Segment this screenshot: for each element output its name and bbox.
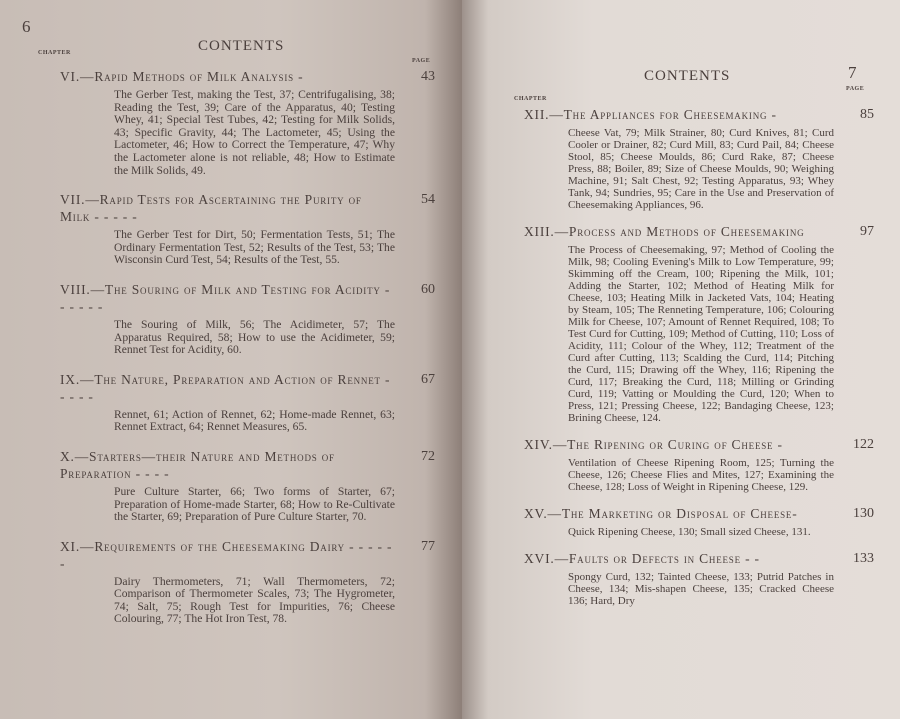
toc-entry [60, 371, 435, 434]
entry-body: The Gerber Test, making the Test, 37; Centrifugalising, 38; Reading the Test, 39; Care of the Apparatus, 40; Testing Whey, 41; Special Test Tubes, 42; Testing for Milk Solids, 43; Specific Gravity, 44; The Lactometer, 45; Using the Lactometer, 46; How to Correct the Temperature, 47; Why the Lactometer alone is not reliable, 48; How to Estimate the Milk Solids, 49. [114, 88, 395, 177]
entry-title: XIII.—Process and Methods of Cheesemaking [524, 224, 805, 239]
entry-page: 77 [421, 538, 435, 554]
entry-title: VII.—Rapid Tests for Ascertaining the Purity of Milk - - - - - [60, 192, 362, 225]
entry-title: XII.—The Appliances for Cheesemaking - [524, 107, 777, 122]
entry-body: Rennet, 61; Action of Rennet, 62; Home-made Rennet, 63; Rennet Extract, 64; Rennet Measures, 65. [114, 407, 395, 434]
entry-title: XIV.—The Ripening or Curing of Cheese - [524, 437, 783, 452]
contents-column [524, 106, 874, 607]
toc-entry [60, 191, 435, 267]
page-number: 6 [22, 17, 31, 36]
toc-entry [60, 281, 435, 357]
entry-title: VI.—Rapid Methods of Milk Analysis - [60, 69, 304, 84]
toc-entry [524, 505, 874, 538]
contents-column [60, 68, 435, 626]
entry-title: IX.—The Nature, Preparation and Action of Rennet - - - - - [60, 371, 391, 404]
entry-body: Dairy Thermometers, 71; Wall Thermometers, 72; Comparison of Thermometer Scales, 73; The Hygrometer, 74; Salt, 75; Rough Test for Impurities, 76; Cheese Colouring, 77; The Hot Iron Test, 78. [114, 574, 395, 626]
entry-page: 130 [853, 506, 874, 521]
entry-body: Cheese Vat, 79; Milk Strainer, 80; Curd Knives, 81; Curd Cooler or Drainer, 82; Curd Mill, 83; Curd Pail, 84; Cheese Stool, 85; Cheese Moulds, 86; Curd Rake, 87; Cheese Press, 88; Boiler, 89; Size of Cheese Moulds, 90; Weighing Machine, 91; Salt Chest, 92; Testing Apparatus, 93; Whey Tank, 94; Sundries, 95; Care in the Use and Preservation of Cheesemaking Appliances, 96. [568, 127, 834, 211]
entry-page: 54 [421, 192, 435, 208]
entry-body: The Process of Cheesemaking, 97; Method of Cooling the Milk, 98; Cooling Evening's Milk to Low Temperature, 99; Skimming off the Cream, 100; Ripening the Milk, 101; Adding the Starter, 102; Method of Heating Milk for Cheese, 103; Heating Milk in Jacketed Vats, 104; Heating by Steam, 105; The Renneting Temperature, 106; Colouring Milk for Cheese, 107; Amount of Rennet Required, 108; To Test Curd for Cutting, 109; Method of Cutting, 110; Loss of Acidity, 111; Colour of the Whey, 112; Treatment of the Curd after Cutting, 113; Scalding the Curd, 114; Pitching the Curd, 115; Drawing off the Whey, 116; Ripening the Curd, 117; Breaking the Curd, 118; Milling or Grinding Curd, 119; Vatting or Moulding the Curd, 120; When to Press, 121; Pressing Cheese, 122; Bandaging Cheese, 123; Brining Cheese, 124. [568, 244, 834, 424]
entry-page: 72 [421, 448, 435, 464]
entry-page: 133 [853, 551, 874, 566]
toc-entry [60, 448, 435, 524]
entry-body: Pure Culture Starter, 66; Two forms of Starter, 67; Preparation of Home-made Starter, 68; How to Re-Cultivate the Starter, 69; Preparation of Pure Culture Starter, 70. [114, 484, 395, 524]
entry-title: X.—Starters—their Nature and Methods of Preparation - - - - [60, 448, 335, 481]
entry-body: The Souring of Milk, 56; The Acidimeter, 57; The Apparatus Required, 58; How to use the Acidimeter, 59; Rennet Test for Acidity, 60. [114, 317, 395, 357]
toc-entry [524, 550, 874, 607]
toc-entry [524, 436, 874, 493]
page-number: 7 [848, 63, 857, 82]
toc-entry [60, 68, 435, 177]
entry-body: The Gerber Test for Dirt, 50; Fermentation Tests, 51; The Ordinary Fermentation Test, 52; Results of the Test, 53; The Wisconsin Curd Test, 54; Results of the Test, 55. [114, 228, 395, 267]
entry-page: 43 [421, 69, 435, 84]
entry-page: 85 [860, 107, 874, 122]
page-heading: CONTENTS [198, 38, 285, 54]
page-label: PAGE [412, 58, 431, 64]
entry-title: XVI.—Faults or Defects in Cheese - - [524, 551, 760, 566]
right-page [462, 0, 900, 719]
toc-entry [60, 538, 435, 626]
entry-title: XV.—The Marketing or Disposal of Cheese- [524, 506, 798, 521]
entry-title: VIII.—The Souring of Milk and Testing for Acidity - - - - - - [60, 281, 391, 314]
entry-page: 122 [853, 437, 874, 452]
toc-entry [524, 106, 874, 211]
entry-body: Spongy Curd, 132; Tainted Cheese, 133; Putrid Patches in Cheese, 134; Mis-shapen Cheese, 135; Cracked Cheese 136; Hard, Dry [568, 571, 834, 607]
entry-page: 67 [421, 371, 435, 387]
page-label: PAGE [846, 86, 865, 92]
entry-body: Quick Ripening Cheese, 130; Small sized Cheese, 131. [568, 526, 811, 538]
entry-title: XI.—Requirements of the Cheesemaking Dairy - - - - - - [60, 538, 393, 571]
toc-entry [524, 223, 874, 424]
entry-body: Ventilation of Cheese Ripening Room, 125; Turning the Cheese, 126; Cheese Flies and Mites, 127; Examining the Cheese, 128; Loss of Weight in Ripening Cheese, 129. [568, 457, 834, 493]
entry-page: 97 [860, 224, 874, 239]
chapter-label: CHAPTER [514, 96, 547, 102]
entry-page: 60 [421, 281, 435, 297]
chapter-label: CHAPTER [38, 50, 71, 56]
page-heading: CONTENTS [644, 68, 731, 84]
